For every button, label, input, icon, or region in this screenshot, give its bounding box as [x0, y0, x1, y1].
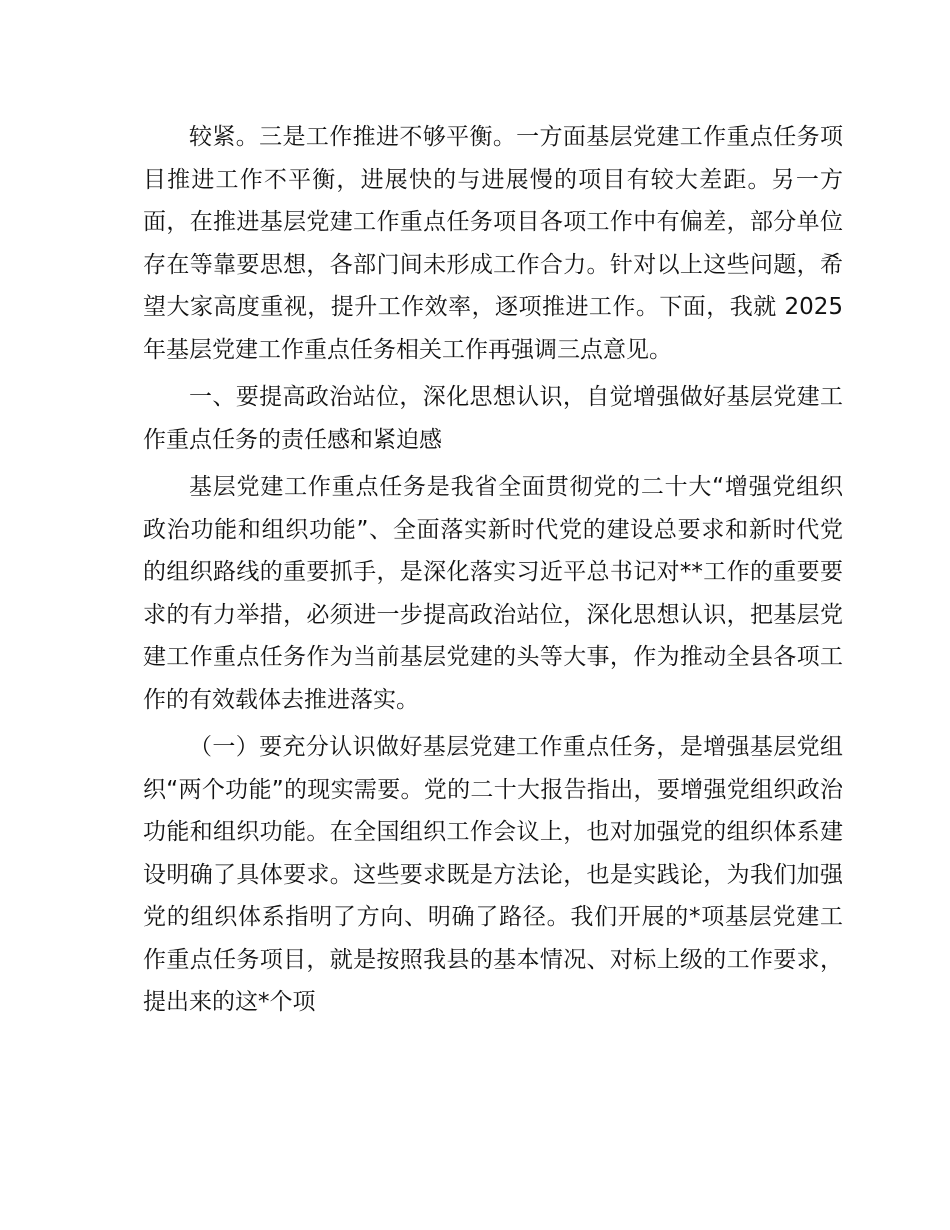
paragraph-problems-summary: 较紧。三是工作推进不够平衡。一方面基层党建工作重点任务项目推进工作不平衡，进展快的与进展慢的项目有较大差距。另一方面，在推进基层党建工作重点任务项目各项工作中有偏差，部分单位存在等靠要思想，各部门间未形成工作合力。针对以上这些问题，希望大家高度重视，提升工作效率，逐项推进工作。下面，我就 2025 年基层党建工作重点任务相关工作再强调三点意见。	[143, 124, 843, 363]
section-heading-one: 一、要提高政治站位，深化思想认识，自觉增强做好基层党建工作重点任务的责任感和紧迫感	[143, 384, 843, 453]
paragraph-subsection-one: （一）要充分认识做好基层党建工作重点任务，是增强基层党组织“两个功能”的现实需要。党的二十大报告指出，要增强党组织政治功能和组织功能。在全国组织工作会议上，也对加强党的组织体系建设明确了具体要求。这些要求既是方法论，也是实践论，为我们加强党的组织体系指明了方向、明确了路径。我们开展的*项基层党建工作重点任务项目，就是按照我县的基本情况、对标上级的工作要求，提出来的这*个项	[143, 734, 843, 1015]
paragraph-section-one-body: 基层党建工作重点任务是我省全面贯彻党的二十大“增强党组织政治功能和组织功能”、全面落实新时代党的建设总要求和新时代党的组织路线的重要抓手，是深化落实习近平总书记对**工作的重要要求的有力举措，必须进一步提高政治站位，深化思想认识，把基层党建工作重点任务作为当前基层党建的头等大事，作为推动全县各项工作的有效载体去推进落实。	[143, 474, 843, 713]
document-body	[143, 116, 843, 1024]
